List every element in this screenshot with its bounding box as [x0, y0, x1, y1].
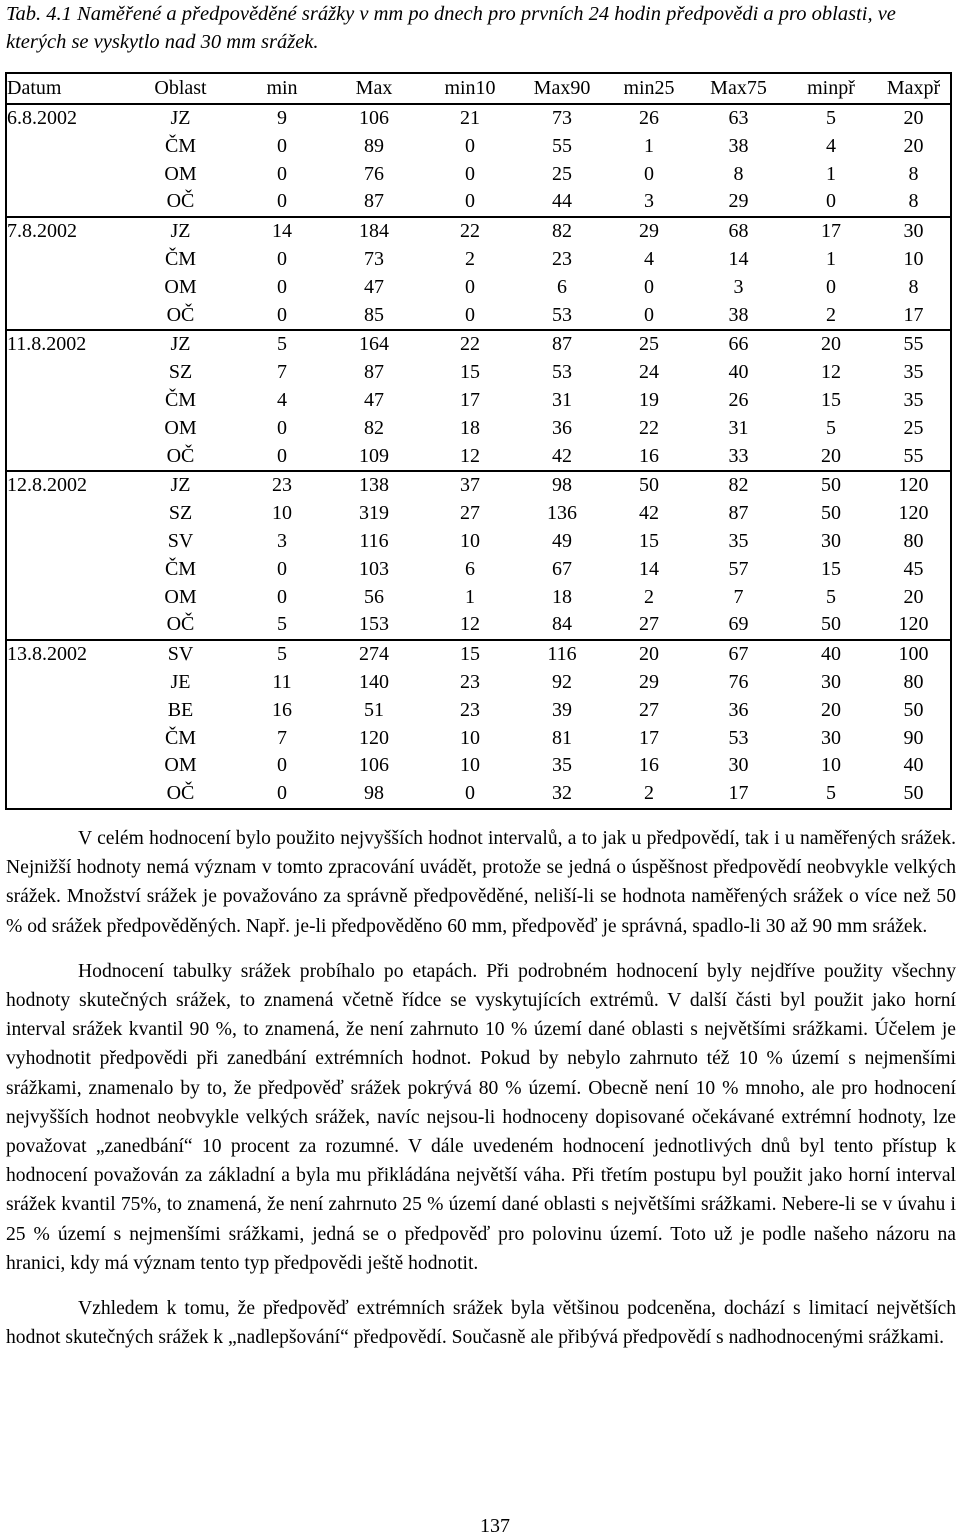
value-cell: 29: [639, 670, 659, 693]
value-cell: 89: [364, 134, 384, 157]
value-cell: 38: [728, 134, 749, 157]
precipitation-table: [5, 72, 952, 810]
table-caption: Tab. 4.1 Naměřené a předpověděné srážky v mm po dnech pro prvních 24 hodin předpovědi a pro oblasti, ve kterých se vyskytlo nad 30 mm srážek.: [6, 3, 896, 53]
table-row: [6, 246, 951, 274]
value-cell: 5: [238, 330, 326, 359]
date-cell: [6, 443, 123, 472]
value-cell: 0: [277, 416, 287, 439]
value-cell: 15: [422, 640, 518, 669]
value-cell: 12: [460, 444, 480, 467]
value-cell: 51: [364, 698, 384, 721]
value-cell: 30: [821, 670, 841, 693]
value-cell: 20: [821, 698, 841, 721]
value-cell: 67: [552, 557, 572, 580]
value-cell: 35: [903, 361, 924, 384]
value-cell: 12: [460, 613, 480, 636]
region-cell: JZ: [170, 107, 191, 129]
value-cell: 6: [557, 275, 567, 298]
value-cell: 49: [552, 529, 572, 552]
value-cell: 15: [821, 388, 841, 411]
value-cell: 87: [728, 502, 749, 525]
value-cell: 10: [821, 754, 841, 777]
value-cell: 7: [277, 726, 287, 749]
table-row: [6, 752, 951, 780]
table-row: [6, 528, 951, 556]
value-cell: 8: [908, 162, 919, 185]
value-cell: 109: [359, 444, 389, 467]
date-cell: [6, 500, 123, 528]
value-cell: 2: [644, 585, 654, 608]
value-cell: 87: [364, 361, 384, 384]
value-cell: 0: [277, 303, 287, 326]
region-cell: ČM: [164, 726, 197, 749]
value-cell: 29: [606, 217, 692, 246]
value-cell: 15: [821, 557, 841, 580]
date-cell: 13.8.2002: [6, 640, 123, 669]
value-cell: 18: [552, 585, 572, 608]
value-cell: 14: [728, 247, 749, 270]
value-cell: 23: [552, 247, 572, 270]
value-cell: 6: [465, 557, 475, 580]
value-cell: 47: [364, 275, 384, 298]
column-header: min25: [606, 73, 692, 104]
value-cell: 53: [552, 361, 572, 384]
table-row: [6, 725, 951, 753]
table-row: [6, 584, 951, 612]
column-header: min10: [422, 73, 518, 104]
value-cell: 103: [359, 557, 389, 580]
value-cell: 73: [552, 107, 572, 129]
value-cell: 50: [903, 698, 924, 721]
value-cell: 36: [552, 416, 572, 439]
value-cell: 153: [359, 613, 389, 636]
value-cell: 30: [728, 754, 749, 777]
value-cell: 23: [460, 670, 480, 693]
region-cell: OČ: [166, 444, 195, 467]
table-row: [6, 133, 951, 161]
value-cell: 5: [826, 416, 836, 439]
value-cell: 81: [552, 726, 572, 749]
column-header: Oblast: [123, 73, 238, 104]
value-cell: 24: [639, 361, 659, 384]
value-cell: 8: [908, 190, 919, 213]
value-cell: 22: [422, 217, 518, 246]
date-cell: [6, 133, 123, 161]
region-cell: SZ: [168, 502, 193, 525]
table-row: [6, 330, 951, 359]
value-cell: 0: [277, 275, 287, 298]
date-cell: [6, 697, 123, 725]
value-cell: 106: [359, 107, 389, 129]
value-cell: 120: [877, 471, 951, 500]
value-cell: 22: [639, 416, 659, 439]
column-header: minpř: [785, 73, 877, 104]
value-cell: 31: [552, 388, 572, 411]
value-cell: 1: [644, 134, 654, 157]
value-cell: 32: [552, 782, 572, 805]
date-cell: [6, 188, 123, 217]
date-cell: 12.8.2002: [6, 471, 123, 500]
value-cell: 4: [277, 388, 287, 411]
date-cell: 6.8.2002: [7, 107, 77, 129]
table-header-row: [6, 73, 951, 104]
value-cell: 26: [639, 107, 659, 129]
date-cell: [6, 415, 123, 443]
value-cell: 44: [552, 190, 572, 213]
value-cell: 42: [552, 444, 572, 467]
value-cell: 2: [465, 247, 475, 270]
table-row: [6, 161, 951, 189]
value-cell: 40: [903, 754, 924, 777]
value-cell: 22: [422, 330, 518, 359]
value-cell: 5: [826, 107, 836, 129]
value-cell: 0: [277, 134, 287, 157]
region-cell: BE: [167, 698, 194, 721]
value-cell: 31: [728, 416, 749, 439]
date-cell: [6, 669, 123, 697]
date-cell: [6, 528, 123, 556]
region-cell: ČM: [164, 388, 197, 411]
region-cell: JZ: [123, 217, 238, 246]
value-cell: 53: [728, 726, 749, 749]
value-cell: 30: [821, 726, 841, 749]
table-row: [6, 302, 951, 331]
value-cell: 0: [465, 303, 475, 326]
value-cell: 38: [728, 303, 749, 326]
value-cell: 16: [639, 754, 659, 777]
value-cell: 0: [277, 557, 287, 580]
value-cell: 50: [821, 613, 841, 636]
value-cell: 14: [238, 217, 326, 246]
value-cell: 5: [277, 613, 287, 636]
value-cell: 25: [606, 330, 692, 359]
date-cell: [6, 387, 123, 415]
value-cell: 120: [359, 726, 389, 749]
value-cell: 57: [728, 557, 749, 580]
region-cell: ČM: [164, 557, 197, 580]
table-row: [6, 217, 951, 246]
body-text: [6, 824, 956, 1352]
value-cell: 27: [639, 698, 659, 721]
value-cell: 10: [272, 502, 292, 525]
value-cell: 55: [877, 330, 951, 359]
value-cell: 19: [639, 388, 659, 411]
value-cell: 164: [326, 330, 422, 359]
value-cell: 12: [821, 361, 841, 384]
value-cell: 68: [692, 217, 785, 246]
value-cell: 120: [898, 613, 929, 636]
value-cell: 14: [639, 557, 659, 580]
paragraph: Hodnocení tabulky srážek probíhalo po etapách. Při podrobném hodnocení byly nejdříve použity všechny hodnoty skutečných srážek, to znamená včetně řídce se vyskytujících extrémů. V další části byl použit jako horní interval srážek kvantil 90 %, to znamená, že není zahrnuto 10 % území dané oblasti s největšími srážkami. Účelem je vyhodnotit předpovědi při zanedbání extrémních hodnot. Pokud by nebylo zahrnuto též 10 % území s nejmenšími srážkami, znamenalo by to, že předpověď srážek pokrývá 80 % území. Obecně není 10 % mnoho, ale pro hodnocení nejvyšších hodnot neobvykle velkých srážek, navíc nejsou-li hodnoceny dopisované očekávané extrémní hodnoty, lze považovat „zanedbání“ 10 procent za rozumné. V dále uvedeném hodnocení jednotlivých dnů byl tento přístup k hodnocení považován za základní a byla mu přikládána největší váha. Při třetím postupu byl použit jako horní interval srážek kvantil 75%, to znamená, že není zahrnuto 25 % území dané oblasti s největšími srážkami. Nebere-li se v úvahu i 25 % území s nejmenšími srážkami, jedná se o předpověď pro polovinu území. Toto už je podle našeho názoru na hranici, kdy má význam tento typ předpovědi ještě hodnotit.: [6, 960, 956, 1274]
value-cell: 140: [359, 670, 389, 693]
date-cell: [6, 161, 123, 189]
value-cell: 76: [364, 162, 384, 185]
value-cell: 17: [903, 303, 924, 326]
region-cell: JE: [170, 670, 191, 693]
value-cell: 7: [733, 585, 744, 608]
value-cell: 0: [277, 190, 287, 213]
value-cell: 3: [644, 190, 654, 213]
value-cell: 45: [903, 557, 924, 580]
value-cell: 67: [692, 640, 785, 669]
table-row: [6, 188, 951, 217]
value-cell: 8: [733, 162, 744, 185]
value-cell: 18: [460, 416, 480, 439]
value-cell: 85: [364, 303, 384, 326]
value-cell: 92: [552, 670, 572, 693]
value-cell: 23: [460, 698, 480, 721]
value-cell: 0: [465, 134, 475, 157]
value-cell: 35: [728, 529, 749, 552]
value-cell: 4: [644, 247, 654, 270]
region-cell: SV: [123, 640, 238, 669]
value-cell: 98: [364, 782, 384, 805]
value-cell: 10: [460, 726, 480, 749]
value-cell: 73: [364, 247, 384, 270]
table-row: [6, 640, 951, 669]
value-cell: 27: [639, 613, 659, 636]
date-cell: [6, 556, 123, 584]
value-cell: 319: [359, 502, 389, 525]
value-cell: 120: [898, 502, 929, 525]
value-cell: 0: [277, 444, 287, 467]
value-cell: 274: [326, 640, 422, 669]
value-cell: 0: [277, 162, 287, 185]
value-cell: 4: [826, 134, 836, 157]
value-cell: 0: [644, 275, 654, 298]
value-cell: 25: [903, 416, 924, 439]
region-cell: OM: [164, 162, 197, 185]
value-cell: 17: [785, 217, 877, 246]
value-cell: 106: [359, 754, 389, 777]
value-cell: 47: [364, 388, 384, 411]
value-cell: 17: [728, 782, 749, 805]
value-cell: 80: [903, 670, 924, 693]
value-cell: 33: [728, 444, 749, 467]
value-cell: 98: [518, 471, 606, 500]
value-cell: 0: [277, 754, 287, 777]
value-cell: 23: [238, 471, 326, 500]
value-cell: 3: [733, 275, 744, 298]
value-cell: 0: [465, 782, 475, 805]
value-cell: 1: [465, 585, 475, 608]
value-cell: 69: [728, 613, 749, 636]
region-cell: OM: [164, 416, 197, 439]
value-cell: 0: [644, 162, 654, 185]
value-cell: 20: [785, 330, 877, 359]
table-row: [6, 611, 951, 640]
region-cell: ČM: [164, 134, 197, 157]
value-cell: 20: [903, 107, 924, 129]
value-cell: 42: [639, 502, 659, 525]
value-cell: 1: [826, 247, 836, 270]
value-cell: 55: [552, 134, 572, 157]
value-cell: 0: [277, 585, 287, 608]
region-cell: OČ: [166, 613, 195, 636]
value-cell: 50: [785, 471, 877, 500]
table-body: [6, 104, 951, 809]
column-header: Maxpř: [877, 73, 951, 104]
value-cell: 15: [460, 361, 480, 384]
date-cell: [6, 246, 123, 274]
paragraph: V celém hodnocení bylo použito nejvyšších hodnot intervalů, a to jak u předpovědí, tak i u naměřených srážek. Nejnižší hodnoty nemá význam v tomto zpracování uvádět, protože se jedná o úspěšnost předpovědí neobvykle velkých srážek. Množství srážek je považováno za správně předpověděné, neliší-li se hodnota naměřených srážek o více než 50 % od srážek předpověděných. Např. je-li předpověděno 60 mm, předpověď je správná, spadlo-li 30 až 90 mm srážek.: [6, 828, 956, 937]
value-cell: 0: [826, 275, 836, 298]
date-cell: [6, 274, 123, 302]
value-cell: 0: [277, 782, 287, 805]
value-cell: 116: [359, 529, 389, 552]
value-cell: 136: [547, 502, 577, 525]
value-cell: 21: [460, 107, 480, 129]
date-cell: [6, 752, 123, 780]
value-cell: 50: [821, 502, 841, 525]
value-cell: 184: [326, 217, 422, 246]
value-cell: 17: [460, 388, 480, 411]
value-cell: 5: [238, 640, 326, 669]
date-cell: [6, 780, 123, 809]
table-row: [6, 556, 951, 584]
region-cell: OČ: [166, 303, 195, 326]
value-cell: 2: [826, 303, 836, 326]
value-cell: 40: [728, 361, 749, 384]
value-cell: 35: [552, 754, 572, 777]
date-cell: [6, 611, 123, 640]
value-cell: 20: [821, 444, 841, 467]
value-cell: 20: [606, 640, 692, 669]
table-row: [6, 104, 951, 133]
table-row: [6, 443, 951, 472]
value-cell: 2: [644, 782, 654, 805]
value-cell: 0: [465, 190, 475, 213]
value-cell: 90: [903, 726, 924, 749]
region-cell: OČ: [166, 190, 195, 213]
value-cell: 56: [364, 585, 384, 608]
table-row: [6, 500, 951, 528]
value-cell: 55: [903, 444, 924, 467]
value-cell: 82: [364, 416, 384, 439]
date-cell: [6, 302, 123, 331]
value-cell: 16: [272, 698, 292, 721]
value-cell: 15: [639, 529, 659, 552]
value-cell: 80: [903, 529, 924, 552]
region-cell: SZ: [168, 361, 193, 384]
value-cell: 1: [826, 162, 836, 185]
date-cell: [6, 725, 123, 753]
table-row: [6, 471, 951, 500]
table-row: [6, 359, 951, 387]
value-cell: 30: [821, 529, 841, 552]
value-cell: 0: [277, 247, 287, 270]
table-row: [6, 697, 951, 725]
region-cell: JZ: [123, 330, 238, 359]
value-cell: 16: [639, 444, 659, 467]
value-cell: 40: [785, 640, 877, 669]
value-cell: 138: [326, 471, 422, 500]
table-row: [6, 274, 951, 302]
value-cell: 9: [277, 107, 287, 129]
value-cell: 37: [422, 471, 518, 500]
value-cell: 116: [518, 640, 606, 669]
value-cell: 82: [518, 217, 606, 246]
date-cell: 11.8.2002: [6, 330, 123, 359]
date-cell: 7.8.2002: [6, 217, 123, 246]
value-cell: 10: [903, 247, 924, 270]
value-cell: 5: [826, 782, 836, 805]
value-cell: 50: [606, 471, 692, 500]
value-cell: 53: [552, 303, 572, 326]
value-cell: 10: [460, 754, 480, 777]
value-cell: 25: [552, 162, 572, 185]
value-cell: 87: [518, 330, 606, 359]
value-cell: 17: [639, 726, 659, 749]
column-header: Max90: [518, 73, 606, 104]
value-cell: 76: [728, 670, 749, 693]
value-cell: 20: [903, 134, 924, 157]
region-cell: ČM: [164, 247, 197, 270]
value-cell: 27: [460, 502, 480, 525]
value-cell: 30: [877, 217, 951, 246]
region-cell: JZ: [123, 471, 238, 500]
value-cell: 26: [728, 388, 749, 411]
region-cell: OM: [164, 585, 197, 608]
region-cell: OM: [164, 275, 197, 298]
region-cell: OM: [164, 754, 197, 777]
value-cell: 0: [826, 190, 836, 213]
date-cell: [6, 359, 123, 387]
value-cell: 0: [465, 275, 475, 298]
date-cell: [6, 584, 123, 612]
value-cell: 5: [826, 585, 836, 608]
value-cell: 84: [552, 613, 572, 636]
column-header: Max: [326, 73, 422, 104]
value-cell: 3: [277, 529, 287, 552]
value-cell: 11: [272, 670, 292, 693]
table-row: [6, 669, 951, 697]
paragraph: Vzhledem k tomu, že předpověď extrémních srážek byla většinou podceněna, dochází s limitací největších hodnot skutečných srážek k „nadlepšování“ předpovědí. Současně ale přibývá předpovědí s nadhodnocenými srážkami.: [6, 1298, 956, 1349]
value-cell: 0: [644, 303, 654, 326]
value-cell: 87: [364, 190, 384, 213]
value-cell: 20: [903, 585, 924, 608]
value-cell: 39: [552, 698, 572, 721]
table-row: [6, 415, 951, 443]
region-cell: SV: [167, 529, 194, 552]
value-cell: 10: [460, 529, 480, 552]
column-header: Max75: [692, 73, 785, 104]
value-cell: 66: [692, 330, 785, 359]
table-row: [6, 387, 951, 415]
value-cell: 82: [692, 471, 785, 500]
value-cell: 7: [277, 361, 287, 384]
column-header: Datum: [6, 73, 123, 104]
region-cell: OČ: [166, 782, 195, 805]
table-row: [6, 780, 951, 809]
value-cell: 50: [903, 782, 924, 805]
value-cell: 100: [877, 640, 951, 669]
value-cell: 63: [728, 107, 749, 129]
column-header: min: [238, 73, 326, 104]
value-cell: 0: [465, 162, 475, 185]
value-cell: 29: [728, 190, 749, 213]
value-cell: 36: [728, 698, 749, 721]
value-cell: 8: [908, 275, 919, 298]
page-number: 137: [480, 1515, 510, 1537]
value-cell: 35: [903, 388, 924, 411]
